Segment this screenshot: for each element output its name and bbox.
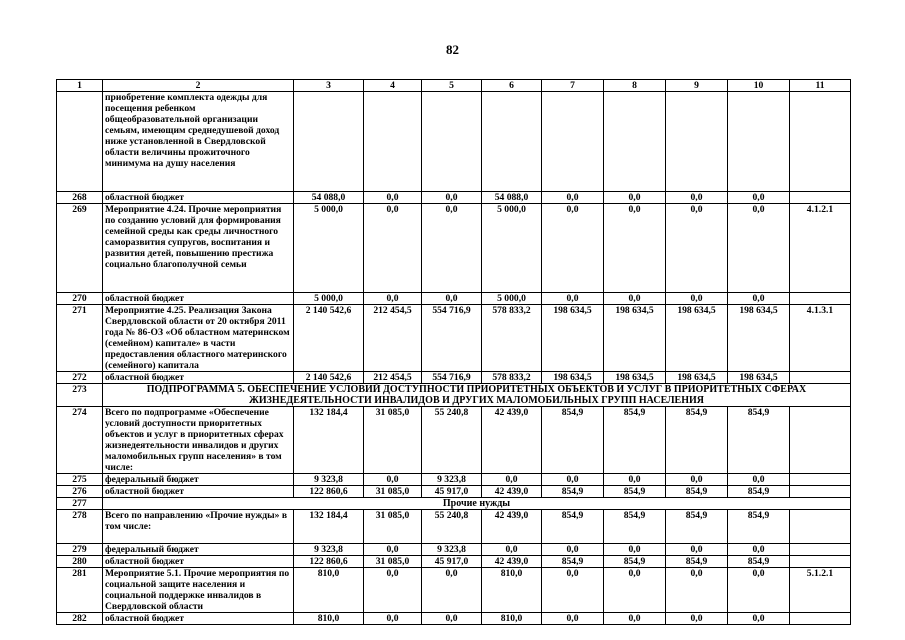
row-description: Мероприятие 4.24. Прочие мероприятия по созданию условий для формирования семейной среды как среды личностного саморазвития супругов, воспитания и развития детей, повышению престижа социально благополучной семьи (103, 204, 294, 293)
amount-cell: 45 917,0 (422, 486, 482, 498)
amount-cell: 854,9 (542, 407, 604, 474)
amount-cell: 122 860,6 (294, 556, 364, 568)
amount-cell: 198 634,5 (666, 372, 728, 384)
amount-cell: 122 860,6 (294, 486, 364, 498)
target-code (790, 293, 851, 305)
amount-cell: 854,9 (666, 510, 728, 544)
section-title: ПОДПРОГРАММА 5. ОБЕСПЕЧЕНИЕ УСЛОВИЙ ДОСТУПНОСТИ ПРИОРИТЕТНЫХ ОБЪЕКТОВ И УСЛУГ В ПРИОРИТЕТНЫХ СФЕРАХ ЖИЗНЕДЕЯТЕЛЬНОСТИ ИНВАЛИДОВ И ДРУГИХ МАЛОМОБИЛЬНЫХ ГРУПП НАСЕЛЕНИЯ (103, 384, 851, 407)
amount-cell: 198 634,5 (666, 305, 728, 372)
amount-cell: 45 917,0 (422, 556, 482, 568)
amount-cell: 198 634,5 (604, 372, 666, 384)
amount-cell (482, 92, 542, 192)
row-number: 274 (57, 407, 103, 474)
amount-cell: 0,0 (422, 293, 482, 305)
section-row (57, 384, 851, 407)
amount-cell: 810,0 (482, 568, 542, 613)
amount-cell: 854,9 (666, 556, 728, 568)
table-row (57, 544, 851, 556)
amount-cell: 810,0 (294, 613, 364, 625)
target-code (790, 556, 851, 568)
column-header: 6 (482, 80, 542, 92)
row-number: 268 (57, 192, 103, 204)
amount-cell: 854,9 (728, 486, 790, 498)
amount-cell: 854,9 (728, 407, 790, 474)
amount-cell: 554 716,9 (422, 372, 482, 384)
amount-cell: 132 184,4 (294, 407, 364, 474)
amount-cell: 0,0 (666, 544, 728, 556)
table-row (57, 510, 851, 544)
amount-cell (364, 92, 422, 192)
row-description: Мероприятие 4.25. Реализация Закона Свердловской области от 20 октября 2011 года № 86-ОЗ «Об областном материнском (семейном) капитале» в части предоставления областного материнского (семейного) капитала (103, 305, 294, 372)
table-row (57, 556, 851, 568)
row-description: Всего по подпрограмме «Обеспечение условий доступности приоритетных объектов и услуг в приоритетных сферах жизнедеятельности инвалидов и других маломобильных групп населения» в том числе: (103, 407, 294, 474)
section-title: Прочие нужды (103, 498, 851, 510)
table-row (57, 474, 851, 486)
amount-cell: 854,9 (666, 407, 728, 474)
amount-cell: 0,0 (542, 204, 604, 293)
amount-cell: 31 085,0 (364, 510, 422, 544)
amount-cell: 0,0 (728, 293, 790, 305)
target-code (790, 372, 851, 384)
amount-cell (542, 92, 604, 192)
amount-cell: 42 439,0 (482, 486, 542, 498)
amount-cell: 0,0 (604, 192, 666, 204)
table-row (57, 372, 851, 384)
row-number: 280 (57, 556, 103, 568)
amount-cell: 854,9 (604, 510, 666, 544)
amount-cell: 212 454,5 (364, 372, 422, 384)
amount-cell (728, 92, 790, 192)
row-description: областной бюджет (103, 293, 294, 305)
amount-cell: 810,0 (482, 613, 542, 625)
amount-cell: 9 323,8 (422, 544, 482, 556)
table-row (57, 204, 851, 293)
table-row (57, 192, 851, 204)
row-description: областной бюджет (103, 372, 294, 384)
row-description: областной бюджет (103, 486, 294, 498)
amount-cell: 0,0 (364, 474, 422, 486)
row-number: 281 (57, 568, 103, 613)
column-header: 7 (542, 80, 604, 92)
amount-cell: 55 240,8 (422, 510, 482, 544)
amount-cell: 0,0 (728, 474, 790, 486)
row-number: 275 (57, 474, 103, 486)
target-code (790, 544, 851, 556)
table-body (57, 92, 851, 625)
amount-cell: 2 140 542,6 (294, 305, 364, 372)
amount-cell (294, 92, 364, 192)
table-row (57, 305, 851, 372)
column-header: 2 (103, 80, 294, 92)
amount-cell: 5 000,0 (482, 204, 542, 293)
amount-cell (604, 92, 666, 192)
table-row (57, 568, 851, 613)
amount-cell: 9 323,8 (422, 474, 482, 486)
amount-cell: 55 240,8 (422, 407, 482, 474)
column-header: 5 (422, 80, 482, 92)
amount-cell: 854,9 (604, 486, 666, 498)
row-number: 269 (57, 204, 103, 293)
amount-cell: 854,9 (542, 486, 604, 498)
amount-cell: 854,9 (728, 510, 790, 544)
row-number: 273 (57, 384, 103, 407)
amount-cell: 854,9 (604, 407, 666, 474)
target-code (790, 407, 851, 474)
column-header: 11 (790, 80, 851, 92)
row-description: Мероприятие 5.1. Прочие мероприятия по социальной защите населения и социальной поддержке инвалидов в Свердловской области (103, 568, 294, 613)
amount-cell: 0,0 (364, 568, 422, 613)
amount-cell: 9 323,8 (294, 544, 364, 556)
target-code (790, 474, 851, 486)
column-header: 8 (604, 80, 666, 92)
amount-cell: 9 323,8 (294, 474, 364, 486)
amount-cell: 5 000,0 (482, 293, 542, 305)
amount-cell: 554 716,9 (422, 305, 482, 372)
amount-cell: 31 085,0 (364, 556, 422, 568)
amount-cell: 31 085,0 (364, 407, 422, 474)
amount-cell: 0,0 (364, 293, 422, 305)
amount-cell: 42 439,0 (482, 407, 542, 474)
table-row (57, 407, 851, 474)
column-header: 9 (666, 80, 728, 92)
amount-cell: 0,0 (542, 613, 604, 625)
target-code: 4.1.3.1 (790, 305, 851, 372)
amount-cell: 5 000,0 (294, 293, 364, 305)
row-number: 278 (57, 510, 103, 544)
amount-cell: 0,0 (422, 204, 482, 293)
amount-cell: 0,0 (728, 544, 790, 556)
amount-cell: 0,0 (604, 544, 666, 556)
target-code: 5.1.2.1 (790, 568, 851, 613)
target-code (790, 613, 851, 625)
column-header: 10 (728, 80, 790, 92)
amount-cell: 0,0 (666, 613, 728, 625)
row-number: 277 (57, 498, 103, 510)
amount-cell: 198 634,5 (542, 372, 604, 384)
row-number: 276 (57, 486, 103, 498)
target-code (790, 92, 851, 192)
amount-cell: 2 140 542,6 (294, 372, 364, 384)
amount-cell: 810,0 (294, 568, 364, 613)
page-number: 82 (446, 42, 459, 57)
amount-cell: 0,0 (604, 293, 666, 305)
table-row (57, 613, 851, 625)
row-number: 271 (57, 305, 103, 372)
amount-cell: 0,0 (666, 293, 728, 305)
amount-cell: 578 833,2 (482, 305, 542, 372)
row-number: 272 (57, 372, 103, 384)
amount-cell: 0,0 (364, 192, 422, 204)
amount-cell: 198 634,5 (728, 305, 790, 372)
amount-cell: 0,0 (542, 192, 604, 204)
target-code: 4.1.2.1 (790, 204, 851, 293)
amount-cell: 212 454,5 (364, 305, 422, 372)
amount-cell: 0,0 (542, 293, 604, 305)
amount-cell: 0,0 (666, 568, 728, 613)
amount-cell: 0,0 (364, 204, 422, 293)
amount-cell: 5 000,0 (294, 204, 364, 293)
row-number: 279 (57, 544, 103, 556)
column-header: 1 (57, 80, 103, 92)
amount-cell: 0,0 (666, 192, 728, 204)
amount-cell: 0,0 (364, 613, 422, 625)
amount-cell: 0,0 (482, 544, 542, 556)
amount-cell: 0,0 (482, 474, 542, 486)
amount-cell: 0,0 (422, 568, 482, 613)
amount-cell: 854,9 (728, 556, 790, 568)
amount-cell: 854,9 (604, 556, 666, 568)
row-number (57, 92, 103, 192)
section-row (57, 498, 851, 510)
amount-cell: 0,0 (542, 544, 604, 556)
row-number: 270 (57, 293, 103, 305)
amount-cell: 854,9 (542, 556, 604, 568)
amount-cell: 0,0 (666, 474, 728, 486)
amount-cell: 0,0 (542, 474, 604, 486)
amount-cell: 42 439,0 (482, 556, 542, 568)
amount-cell: 0,0 (604, 568, 666, 613)
row-description: областной бюджет (103, 556, 294, 568)
amount-cell: 0,0 (542, 568, 604, 613)
budget-table (56, 79, 851, 625)
target-code (790, 192, 851, 204)
row-description: областной бюджет (103, 192, 294, 204)
amount-cell: 0,0 (604, 474, 666, 486)
amount-cell: 0,0 (728, 568, 790, 613)
row-number: 282 (57, 613, 103, 625)
amount-cell: 854,9 (542, 510, 604, 544)
amount-cell: 0,0 (604, 204, 666, 293)
column-header: 3 (294, 80, 364, 92)
row-description: приобретение комплекта одежды для посещения ребенком общеобразовательной организации семьям, имеющим среднедушевой доход ниже установленной в Свердловской области величины прожиточного минимума на душу населения (103, 92, 294, 192)
amount-cell: 0,0 (364, 544, 422, 556)
amount-cell: 0,0 (666, 204, 728, 293)
amount-cell: 0,0 (422, 192, 482, 204)
amount-cell (422, 92, 482, 192)
amount-cell: 198 634,5 (604, 305, 666, 372)
amount-cell: 0,0 (422, 613, 482, 625)
amount-cell: 854,9 (666, 486, 728, 498)
target-code (790, 486, 851, 498)
row-description: Всего по направлению «Прочие нужды» в том числе: (103, 510, 294, 544)
amount-cell: 0,0 (728, 613, 790, 625)
amount-cell: 31 085,0 (364, 486, 422, 498)
amount-cell: 578 833,2 (482, 372, 542, 384)
amount-cell: 0,0 (728, 192, 790, 204)
amount-cell: 42 439,0 (482, 510, 542, 544)
amount-cell: 54 088,0 (482, 192, 542, 204)
amount-cell: 198 634,5 (728, 372, 790, 384)
amount-cell: 198 634,5 (542, 305, 604, 372)
amount-cell (666, 92, 728, 192)
table-row (57, 293, 851, 305)
row-description: федеральный бюджет (103, 474, 294, 486)
row-description: федеральный бюджет (103, 544, 294, 556)
amount-cell: 0,0 (604, 613, 666, 625)
amount-cell: 54 088,0 (294, 192, 364, 204)
row-description: областной бюджет (103, 613, 294, 625)
amount-cell: 0,0 (728, 204, 790, 293)
amount-cell: 132 184,4 (294, 510, 364, 544)
table-row (57, 486, 851, 498)
table-row (57, 92, 851, 192)
target-code (790, 510, 851, 544)
column-header: 4 (364, 80, 422, 92)
column-header-row (57, 80, 851, 92)
